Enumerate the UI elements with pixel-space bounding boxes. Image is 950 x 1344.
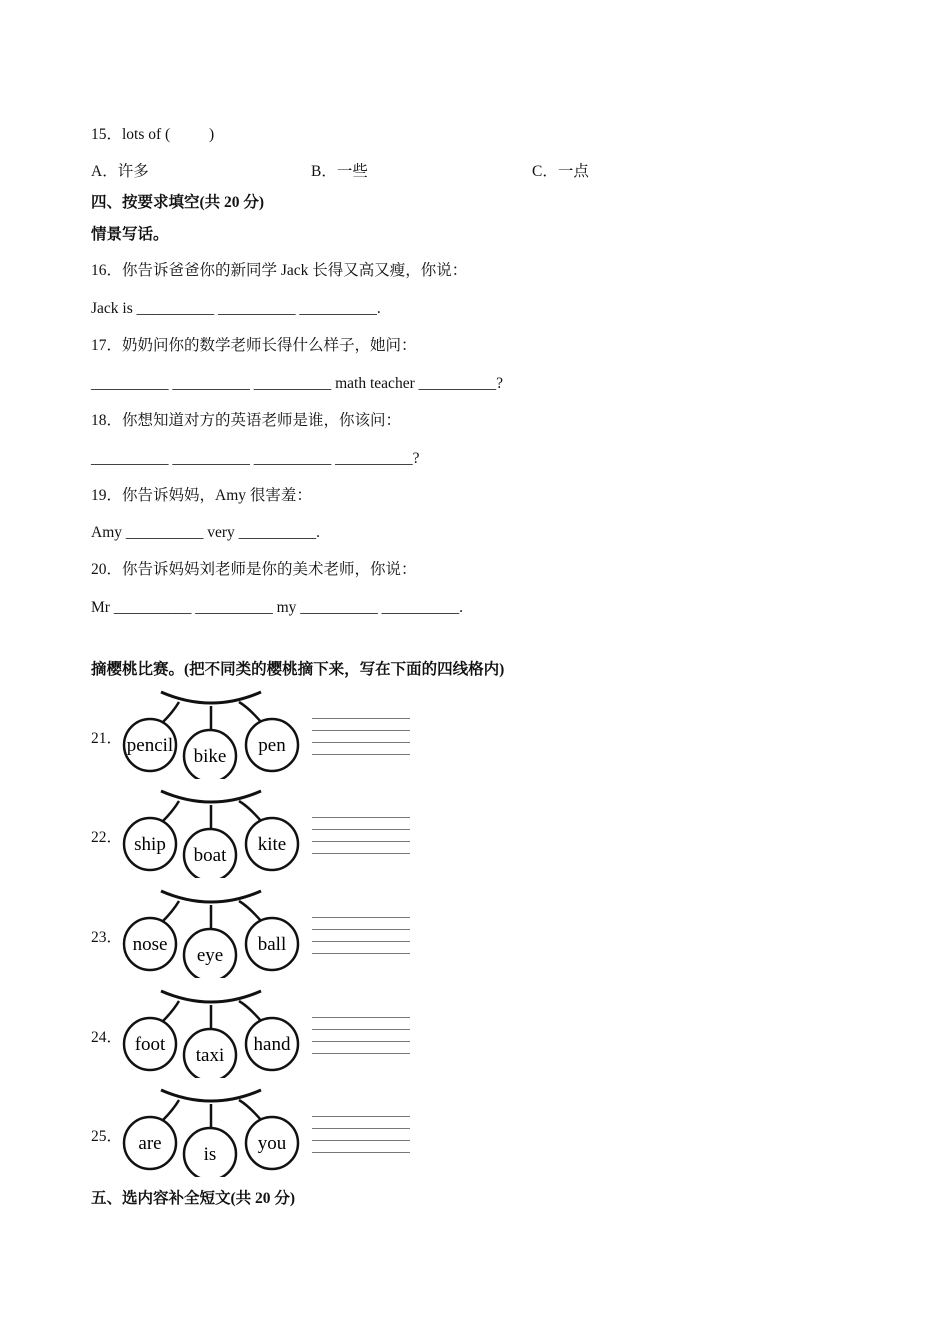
cherry-word: is [203,1144,217,1165]
grid-line [312,817,410,818]
grid-line [312,1152,410,1153]
q15-stem: 15．lots of ( ) [91,126,215,143]
four-line-grid[interactable] [312,718,410,766]
q20-answer-line[interactable]: Mr __________ __________ my __________ __________. [91,599,463,616]
q15-option-b: B．一些 [311,163,368,180]
question-number: 23． [91,929,123,946]
cherry-stem [239,702,261,722]
q16-answer-line[interactable]: Jack is __________ __________ __________. [91,300,381,317]
cherry-stem [239,1001,261,1021]
grid-line [312,1053,410,1054]
cherry-word: ship [134,834,166,855]
cherry-word: kite [257,834,287,855]
cherry-row [91,783,421,878]
cherry-word: you [257,1133,287,1154]
grid-line [312,754,410,755]
branch-arc [161,891,261,902]
cherry-word: bike [193,746,227,767]
cherry-stem [163,1001,179,1021]
cherry-stem [163,901,179,921]
grid-line [312,1140,410,1141]
grid-line [312,1116,410,1117]
q16-prompt: 16．你告诉爸爸你的新同学 Jack 长得又高又瘦，你说： [91,262,468,279]
question-number: 24． [91,1029,123,1046]
cherry-word: nose [132,934,168,955]
q17-prompt: 17．奶奶问你的数学老师长得什么样子，她问： [91,337,417,354]
grid-line [312,742,410,743]
branch-arc [161,692,261,703]
grid-line [312,1041,410,1042]
grid-line [312,953,410,954]
q19-prompt: 19．你告诉妈妈，Amy 很害羞： [91,487,312,504]
grid-line [312,1017,410,1018]
grid-line [312,853,410,854]
q19-answer-line[interactable]: Amy __________ very __________. [91,524,321,541]
cherry-word: foot [134,1034,166,1055]
cherry-word: boat [193,845,227,866]
cherry-stem [239,901,261,921]
section5-title: 五、选内容补全短文(共 20 分) [91,1190,296,1207]
grid-line [312,718,410,719]
q15-option-c: C．一点 [532,163,589,180]
q18-answer-line[interactable]: __________ __________ __________ __________? [91,450,420,467]
question-number: 21． [91,730,123,747]
grid-line [312,1029,410,1030]
q15-option-a: A．许多 [91,163,149,180]
cherry-word: ball [257,934,287,955]
section4-title: 四、按要求填空(共 20 分) [91,194,265,211]
grid-line [312,917,410,918]
grid-line [312,1128,410,1129]
cherry-branch-icon [121,1082,301,1177]
cherry-stem [163,801,179,821]
cherry-word: pencil [126,735,174,756]
cherry-word: pen [258,735,286,756]
cherry-branch-icon [121,684,301,779]
cherry-row [91,883,421,978]
question-number: 25． [91,1128,123,1145]
four-line-grid[interactable] [312,817,410,865]
q18-prompt: 18．你想知道对方的英语老师是谁，你该问： [91,412,402,429]
question-number: 22． [91,829,123,846]
cherry-word: are [138,1133,162,1154]
branch-arc [161,991,261,1002]
cherry-stem [163,1100,179,1120]
branch-arc [161,791,261,802]
cherry-row [91,684,421,779]
cherry-word: eye [196,945,224,966]
cherry-row [91,1082,421,1177]
cherry-word: taxi [195,1045,225,1066]
cherry-stem [239,801,261,821]
grid-line [312,941,410,942]
q17-answer-line[interactable]: __________ __________ __________ math teacher __________? [91,375,503,392]
cherry-branch-icon [121,983,301,1078]
four-line-grid[interactable] [312,1116,410,1164]
four-line-grid[interactable] [312,917,410,965]
section4-subtitle: 情景写话。 [91,226,169,243]
q20-prompt: 20．你告诉妈妈刘老师是你的美术老师，你说： [91,561,417,578]
grid-line [312,841,410,842]
grid-line [312,829,410,830]
grid-line [312,929,410,930]
cherry-title: 摘樱桃比赛。(把不同类的樱桃摘下来，写在下面的四线格内) [91,661,505,678]
cherry-branch-icon [121,783,301,878]
four-line-grid[interactable] [312,1017,410,1065]
cherry-stem [163,702,179,722]
cherry-row [91,983,421,1078]
cherry-stem [239,1100,261,1120]
cherry-word: hand [253,1034,291,1055]
branch-arc [161,1090,261,1101]
cherry-branch-icon [121,883,301,978]
grid-line [312,730,410,731]
